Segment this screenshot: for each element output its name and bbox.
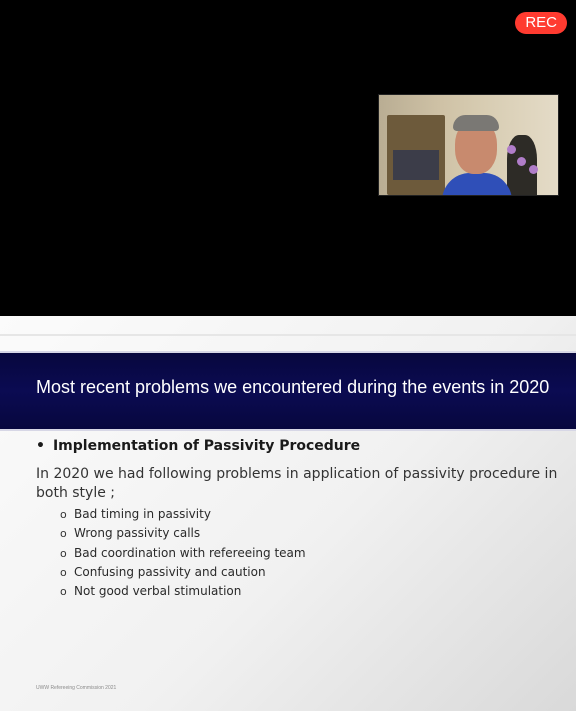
list-item: o Not good verbal stimulation	[60, 582, 306, 601]
flower	[529, 165, 538, 174]
slide-top-rule	[0, 334, 576, 336]
list-item: o Bad coordination with refereeing team	[60, 544, 306, 563]
flower	[507, 145, 516, 154]
participant-shirt	[442, 173, 512, 196]
participant-hair	[453, 115, 499, 131]
slide-footer: UWW Refereeing Commission 2021	[36, 685, 117, 691]
list-item: o Bad timing in passivity	[60, 505, 306, 524]
slide-heading	[36, 438, 360, 454]
list-item: o Wrong passivity calls	[60, 524, 306, 543]
circle-bullet-icon: o	[60, 546, 67, 560]
slide-paragraph: In 2020 we had following problems in application of passivity procedure in both style ;	[36, 466, 558, 501]
flower	[517, 157, 526, 166]
slide-title: Most recent problems we encountered during the events in 2020	[36, 377, 550, 397]
circle-bullet-icon: o	[60, 527, 67, 541]
slide-heading-text: Implementation of Passivity Procedure	[52, 438, 361, 454]
bullet-icon: •	[36, 438, 45, 454]
shared-slide	[0, 316, 576, 711]
recording-indicator: REC	[515, 12, 567, 34]
background-shelf	[393, 150, 439, 180]
list-item: o Confusing passivity and caution	[60, 563, 306, 582]
circle-bullet-icon: o	[60, 508, 67, 521]
slide-bullet-list	[60, 505, 306, 601]
circle-bullet-icon: o	[60, 585, 67, 599]
participant-video[interactable]	[378, 94, 559, 196]
circle-bullet-icon: o	[60, 565, 67, 579]
